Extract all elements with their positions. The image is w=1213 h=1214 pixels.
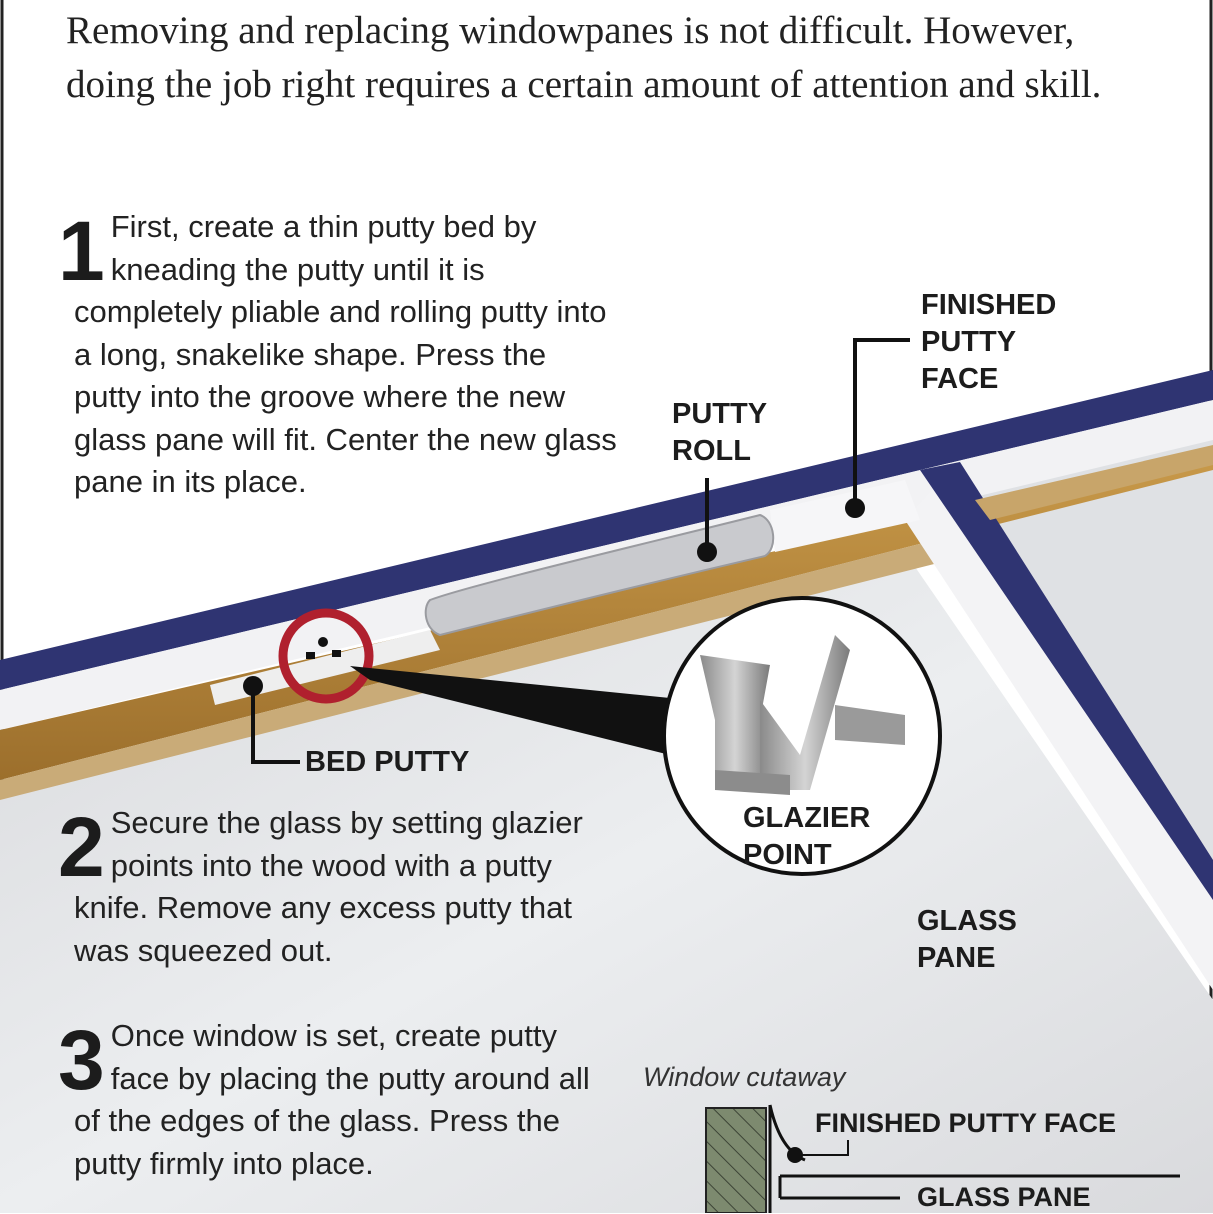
- step-2: [58, 800, 619, 972]
- label-finished-putty-face: FINISHED PUTTY FACE: [921, 289, 1057, 395]
- leader-dot-finished-putty-face: [845, 498, 865, 518]
- step-number-1: 1: [58, 204, 103, 298]
- glazier-point-dot-1: [318, 637, 328, 647]
- cutaway-label-finished-putty-face: FINISHED PUTTY FACE: [815, 1108, 1117, 1138]
- glazier-point-dot-2: [306, 652, 315, 659]
- cutaway-wood-hatch: [706, 1108, 766, 1213]
- step-text-3: Once window is set, create putty face by placing the putty around all of the edges of the glass. Press the putty firmly into place.: [74, 1018, 590, 1181]
- step-text-2: Secure the glass by setting glazier points into the wood with a putty knife. Remove any excess putty that was squeezed out.: [74, 805, 583, 968]
- leader-dot-bed-putty: [243, 676, 263, 696]
- cutaway-caption: Window cutaway: [643, 1062, 846, 1092]
- label-bed-putty: BED PUTTY: [305, 746, 470, 778]
- label-putty-roll: PUTTY ROLL: [672, 398, 767, 467]
- label-glazier-point: GLAZIER POINT: [743, 802, 871, 871]
- step-text-1: First, create a thin putty bed by kneading the putty until it is completely pliable and rolling putty into a long, snakelike shape. Press the putty into the groove where the new glass pane will fit. Center the new glass pane in its place.: [74, 209, 617, 499]
- step-1: [58, 204, 619, 504]
- cutaway-label-glass-pane: GLASS PANE: [917, 1182, 1091, 1212]
- intro-text: Removing and replacing windowpanes is not difficult. However, doing the job right requires a certain amount of attention and skill.: [66, 9, 1102, 106]
- step-3: [58, 1013, 594, 1185]
- glazier-point-dot-3: [332, 650, 341, 657]
- leader-dot-putty-roll: [697, 542, 717, 562]
- label-glass-pane: GLASS PANE: [917, 905, 1017, 974]
- step-number-3: 3: [58, 1013, 103, 1107]
- step-number-2: 2: [58, 800, 103, 894]
